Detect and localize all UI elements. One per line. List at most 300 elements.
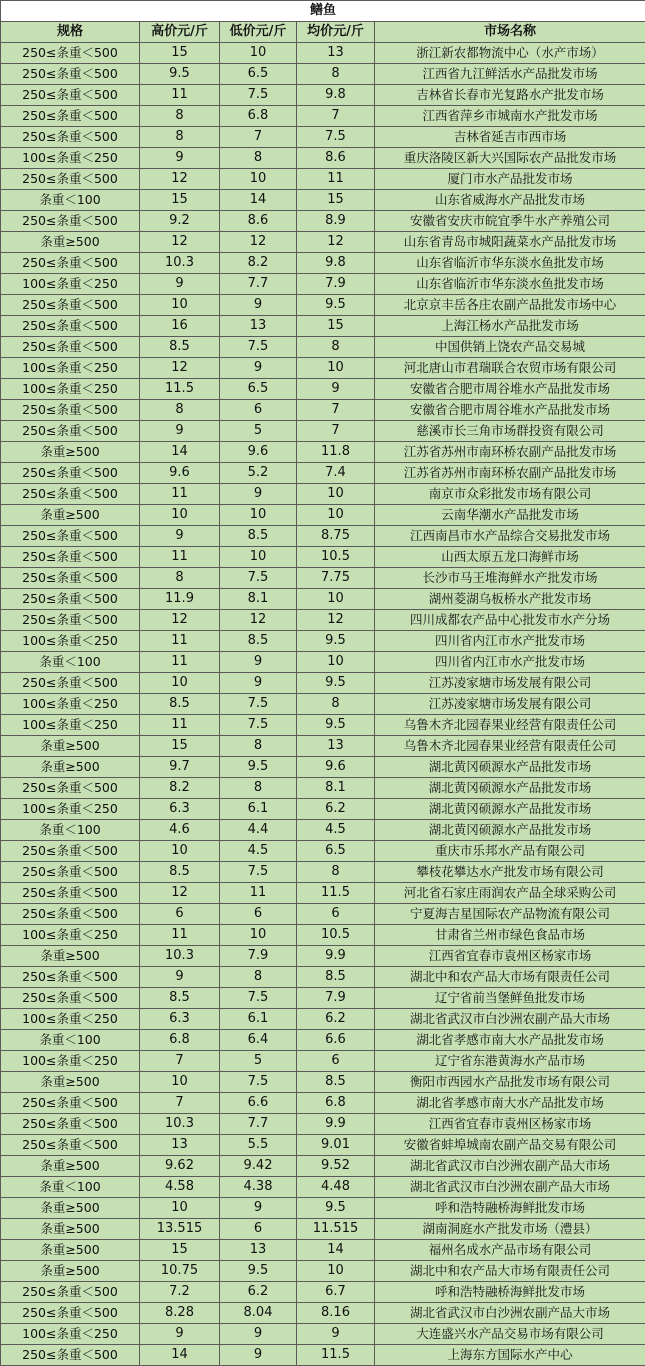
cell-avg-price: 4.48 [297, 1177, 375, 1198]
table-row [1, 337, 645, 358]
cell-low-price: 4.38 [220, 1177, 297, 1198]
cell-avg-price: 14 [297, 1240, 375, 1261]
cell-high-price: 4.6 [140, 820, 220, 841]
cell-market-name: 甘肃省兰州市绿色食品市场 [375, 925, 645, 946]
cell-market-name: 南京市众彩批发市场有限公司 [375, 484, 645, 505]
cell-low-price: 9 [220, 358, 297, 379]
table-row [1, 1009, 645, 1030]
cell-market-name: 云南华潮水产品批发市场 [375, 505, 645, 526]
cell-low-price: 7.5 [220, 1072, 297, 1093]
cell-avg-price: 8.5 [297, 1072, 375, 1093]
cell-avg-price: 15 [297, 190, 375, 211]
table-row [1, 190, 645, 211]
cell-avg-price: 9.5 [297, 715, 375, 736]
cell-low-price: 9.5 [220, 757, 297, 778]
cell-high-price: 12 [140, 610, 220, 631]
cell-high-price: 9 [140, 1324, 220, 1345]
cell-market-name: 江苏省苏州市南环桥农副产品批发市场 [375, 442, 645, 463]
table-row [1, 148, 645, 169]
cell-low-price: 9 [220, 673, 297, 694]
cell-spec: 100≤条重＜250 [1, 274, 140, 295]
cell-spec: 250≤条重＜500 [1, 862, 140, 883]
cell-low-price: 7.5 [220, 337, 297, 358]
table-row [1, 904, 645, 925]
cell-avg-price: 15 [297, 316, 375, 337]
cell-high-price: 8.2 [140, 778, 220, 799]
cell-avg-price: 6.8 [297, 1093, 375, 1114]
cell-low-price: 8 [220, 148, 297, 169]
cell-low-price: 6.5 [220, 379, 297, 400]
table-row [1, 1030, 645, 1051]
table-row [1, 673, 645, 694]
cell-low-price: 10 [220, 505, 297, 526]
table-row [1, 43, 645, 64]
table-row [1, 1219, 645, 1240]
table-row [1, 358, 645, 379]
table-row [1, 652, 645, 673]
table-row [1, 442, 645, 463]
cell-low-price: 7.5 [220, 715, 297, 736]
cell-market-name: 江苏省苏州市南环桥农副产品批发市场 [375, 463, 645, 484]
cell-market-name: 湖北省武汉市白沙洲农副产品大市场 [375, 1156, 645, 1177]
cell-avg-price: 6.2 [297, 799, 375, 820]
cell-avg-price: 10 [297, 1261, 375, 1282]
cell-low-price: 6.4 [220, 1030, 297, 1051]
cell-market-name: 湖北省武汉市白沙洲农副产品大市场 [375, 1009, 645, 1030]
cell-spec: 250≤条重＜500 [1, 1282, 140, 1303]
cell-spec: 条重＜100 [1, 652, 140, 673]
cell-spec: 250≤条重＜500 [1, 85, 140, 106]
table-row [1, 1072, 645, 1093]
cell-market-name: 厦门市水产品批发市场 [375, 169, 645, 190]
cell-low-price: 6 [220, 904, 297, 925]
table-row [1, 547, 645, 568]
cell-avg-price: 10.5 [297, 925, 375, 946]
cell-avg-price: 4.5 [297, 820, 375, 841]
title-row [1, 1, 645, 22]
cell-market-name: 湖北省武汉市白沙洲农副产品大市场 [375, 1303, 645, 1324]
table-row [1, 1051, 645, 1072]
cell-low-price: 8.2 [220, 253, 297, 274]
cell-avg-price: 12 [297, 610, 375, 631]
cell-spec: 100≤条重＜250 [1, 1324, 140, 1345]
cell-market-name: 湖北黄冈硕源水产品批发市场 [375, 757, 645, 778]
cell-spec: 250≤条重＜500 [1, 295, 140, 316]
cell-spec: 250≤条重＜500 [1, 547, 140, 568]
cell-high-price: 9 [140, 526, 220, 547]
table-row [1, 841, 645, 862]
table-row [1, 820, 645, 841]
table-row [1, 1345, 645, 1366]
cell-spec: 250≤条重＜500 [1, 778, 140, 799]
cell-avg-price: 10 [297, 652, 375, 673]
cell-low-price: 6 [220, 1219, 297, 1240]
cell-spec: 250≤条重＜500 [1, 568, 140, 589]
cell-low-price: 7.5 [220, 988, 297, 1009]
cell-market-name: 江苏凌家塘市场发展有限公司 [375, 694, 645, 715]
cell-low-price: 4.5 [220, 841, 297, 862]
cell-low-price: 8 [220, 967, 297, 988]
cell-spec: 条重＜100 [1, 1030, 140, 1051]
cell-high-price: 8.5 [140, 988, 220, 1009]
table-row [1, 127, 645, 148]
cell-spec: 250≤条重＜500 [1, 169, 140, 190]
cell-avg-price: 7 [297, 106, 375, 127]
cell-high-price: 12 [140, 358, 220, 379]
table-row [1, 1114, 645, 1135]
cell-spec: 250≤条重＜500 [1, 988, 140, 1009]
cell-avg-price: 7 [297, 400, 375, 421]
cell-market-name: 河北省石家庄雨润农产品全球采购公司 [375, 883, 645, 904]
cell-market-name: 湖北黄冈硕源水产品批发市场 [375, 799, 645, 820]
cell-market-name: 中国供销上饶农产品交易城 [375, 337, 645, 358]
cell-avg-price: 9 [297, 1324, 375, 1345]
cell-market-name: 江西省九江鲜活水产品批发市场 [375, 64, 645, 85]
cell-low-price: 7.5 [220, 862, 297, 883]
table-row [1, 295, 645, 316]
cell-high-price: 8.5 [140, 694, 220, 715]
table-row [1, 778, 645, 799]
cell-avg-price: 9.01 [297, 1135, 375, 1156]
cell-avg-price: 6.7 [297, 1282, 375, 1303]
cell-spec: 250≤条重＜500 [1, 1114, 140, 1135]
cell-spec: 250≤条重＜500 [1, 484, 140, 505]
table-row [1, 274, 645, 295]
cell-spec: 250≤条重＜500 [1, 463, 140, 484]
table-row [1, 925, 645, 946]
cell-high-price: 15 [140, 43, 220, 64]
cell-avg-price: 8.5 [297, 967, 375, 988]
table-row [1, 253, 645, 274]
cell-avg-price: 10.5 [297, 547, 375, 568]
cell-low-price: 6.5 [220, 64, 297, 85]
cell-high-price: 10.75 [140, 1261, 220, 1282]
cell-market-name: 安徽省合肥市周谷堆水产品批发市场 [375, 400, 645, 421]
table-row [1, 211, 645, 232]
header-high-price: 高价元/斤 [140, 22, 220, 43]
cell-market-name: 湖北中和农产品大市场有限责任公司 [375, 1261, 645, 1282]
cell-avg-price: 10 [297, 589, 375, 610]
cell-avg-price: 7 [297, 421, 375, 442]
cell-high-price: 7.2 [140, 1282, 220, 1303]
cell-avg-price: 6.6 [297, 1030, 375, 1051]
cell-market-name: 上海东方国际水产中心 [375, 1345, 645, 1366]
table-row [1, 106, 645, 127]
cell-avg-price: 9.5 [297, 1198, 375, 1219]
cell-market-name: 江西省宜春市袁州区杨家市场 [375, 946, 645, 967]
cell-market-name: 吉林省长春市光复路水产批发市场 [375, 85, 645, 106]
cell-high-price: 12 [140, 883, 220, 904]
cell-low-price: 9 [220, 652, 297, 673]
cell-low-price: 5.5 [220, 1135, 297, 1156]
cell-high-price: 11 [140, 652, 220, 673]
cell-market-name: 山东省临沂市华东淡水鱼批发市场 [375, 274, 645, 295]
cell-spec: 250≤条重＜500 [1, 673, 140, 694]
cell-high-price: 9 [140, 274, 220, 295]
cell-low-price: 6.8 [220, 106, 297, 127]
cell-market-name: 上海江杨水产品批发市场 [375, 316, 645, 337]
cell-low-price: 9 [220, 295, 297, 316]
cell-high-price: 11.9 [140, 589, 220, 610]
cell-avg-price: 11.5 [297, 1345, 375, 1366]
cell-high-price: 15 [140, 190, 220, 211]
table-row [1, 1261, 645, 1282]
cell-spec: 250≤条重＜500 [1, 967, 140, 988]
cell-high-price: 13.515 [140, 1219, 220, 1240]
cell-market-name: 山东省青岛市城阳蔬菜水产品批发市场 [375, 232, 645, 253]
cell-spec: 100≤条重＜250 [1, 925, 140, 946]
cell-avg-price: 9.5 [297, 673, 375, 694]
table-row [1, 463, 645, 484]
table-row [1, 988, 645, 1009]
cell-avg-price: 8.75 [297, 526, 375, 547]
cell-spec: 条重＜100 [1, 190, 140, 211]
cell-market-name: 辽宁省东港黄海水产品市场 [375, 1051, 645, 1072]
table-row [1, 1198, 645, 1219]
cell-spec: 条重≥500 [1, 1156, 140, 1177]
cell-avg-price: 9.9 [297, 1114, 375, 1135]
cell-low-price: 7.7 [220, 274, 297, 295]
table-row [1, 85, 645, 106]
table-row [1, 505, 645, 526]
cell-high-price: 10 [140, 505, 220, 526]
cell-spec: 250≤条重＜500 [1, 526, 140, 547]
cell-market-name: 江西省萍乡市城南水产批发市场 [375, 106, 645, 127]
cell-market-name: 山东省威海水产品批发市场 [375, 190, 645, 211]
cell-market-name: 安徽省蚌埠城南农副产品交易有限公司 [375, 1135, 645, 1156]
cell-spec: 250≤条重＜500 [1, 106, 140, 127]
cell-spec: 250≤条重＜500 [1, 904, 140, 925]
cell-low-price: 10 [220, 169, 297, 190]
table-row [1, 1282, 645, 1303]
cell-avg-price: 6.2 [297, 1009, 375, 1030]
cell-market-name: 安徽省合肥市周谷堆水产品批发市场 [375, 379, 645, 400]
cell-market-name: 辽宁省前当堡鲜鱼批发市场 [375, 988, 645, 1009]
cell-market-name: 河北唐山市君瑞联合农贸市场有限公司 [375, 358, 645, 379]
cell-low-price: 7.7 [220, 1114, 297, 1135]
table-body [1, 43, 645, 1366]
cell-low-price: 14 [220, 190, 297, 211]
header-market-name: 市场名称 [375, 22, 645, 43]
table-row [1, 715, 645, 736]
cell-spec: 250≤条重＜500 [1, 253, 140, 274]
cell-spec: 250≤条重＜500 [1, 211, 140, 232]
table-row [1, 736, 645, 757]
cell-avg-price: 9.9 [297, 946, 375, 967]
cell-avg-price: 9.52 [297, 1156, 375, 1177]
cell-avg-price: 13 [297, 736, 375, 757]
cell-high-price: 7 [140, 1093, 220, 1114]
table-row [1, 1177, 645, 1198]
cell-spec: 250≤条重＜500 [1, 610, 140, 631]
cell-high-price: 7 [140, 1051, 220, 1072]
cell-market-name: 江苏凌家塘市场发展有限公司 [375, 673, 645, 694]
cell-low-price: 12 [220, 610, 297, 631]
table-row [1, 967, 645, 988]
cell-market-name: 慈溪市长三角市场群投资有限公司 [375, 421, 645, 442]
table-row [1, 1240, 645, 1261]
cell-low-price: 12 [220, 232, 297, 253]
table-row [1, 232, 645, 253]
cell-avg-price: 11.8 [297, 442, 375, 463]
table-row [1, 421, 645, 442]
cell-spec: 100≤条重＜250 [1, 1009, 140, 1030]
cell-low-price: 9 [220, 484, 297, 505]
cell-high-price: 11 [140, 925, 220, 946]
cell-avg-price: 9.5 [297, 295, 375, 316]
cell-spec: 250≤条重＜500 [1, 1135, 140, 1156]
cell-market-name: 四川成都农产品中心批发市水产分场 [375, 610, 645, 631]
cell-spec: 100≤条重＜250 [1, 379, 140, 400]
table-row [1, 862, 645, 883]
cell-avg-price: 6.5 [297, 841, 375, 862]
cell-low-price: 7.5 [220, 568, 297, 589]
cell-low-price: 13 [220, 316, 297, 337]
cell-low-price: 9 [220, 1345, 297, 1366]
cell-market-name: 四川省内江市水产批发市场 [375, 652, 645, 673]
cell-avg-price: 8.1 [297, 778, 375, 799]
cell-high-price: 9 [140, 967, 220, 988]
cell-avg-price: 8 [297, 694, 375, 715]
cell-high-price: 8.5 [140, 337, 220, 358]
cell-spec: 条重＜100 [1, 1177, 140, 1198]
cell-low-price: 9 [220, 1198, 297, 1219]
cell-high-price: 11 [140, 85, 220, 106]
cell-high-price: 9.5 [140, 64, 220, 85]
cell-avg-price: 8 [297, 64, 375, 85]
cell-spec: 250≤条重＜500 [1, 43, 140, 64]
cell-spec: 100≤条重＜250 [1, 1051, 140, 1072]
cell-spec: 100≤条重＜250 [1, 148, 140, 169]
cell-high-price: 9.2 [140, 211, 220, 232]
cell-avg-price: 10 [297, 505, 375, 526]
cell-low-price: 7.9 [220, 946, 297, 967]
cell-market-name: 湖州菱湖乌板桥水产批发市场 [375, 589, 645, 610]
cell-avg-price: 7.4 [297, 463, 375, 484]
cell-high-price: 9.62 [140, 1156, 220, 1177]
cell-avg-price: 7.75 [297, 568, 375, 589]
cell-market-name: 湖北省孝感市南大水产品批发市场 [375, 1030, 645, 1051]
table-row [1, 379, 645, 400]
cell-market-name: 北京京丰岳各庄农副产品批发市场中心 [375, 295, 645, 316]
cell-high-price: 9.6 [140, 463, 220, 484]
cell-high-price: 10 [140, 673, 220, 694]
table-row [1, 1093, 645, 1114]
cell-spec: 100≤条重＜250 [1, 715, 140, 736]
cell-spec: 250≤条重＜500 [1, 1093, 140, 1114]
cell-high-price: 10.3 [140, 1114, 220, 1135]
cell-high-price: 11 [140, 547, 220, 568]
cell-market-name: 乌鲁木齐北园春果业经营有限责任公司 [375, 736, 645, 757]
cell-high-price: 11 [140, 484, 220, 505]
cell-low-price: 8.04 [220, 1303, 297, 1324]
cell-low-price: 13 [220, 1240, 297, 1261]
cell-spec: 250≤条重＜500 [1, 883, 140, 904]
cell-high-price: 4.58 [140, 1177, 220, 1198]
cell-spec: 条重≥500 [1, 1240, 140, 1261]
cell-avg-price: 10 [297, 358, 375, 379]
cell-high-price: 10 [140, 1072, 220, 1093]
table-row [1, 64, 645, 85]
table-row [1, 484, 645, 505]
cell-avg-price: 8 [297, 862, 375, 883]
cell-spec: 100≤条重＜250 [1, 799, 140, 820]
cell-high-price: 11 [140, 715, 220, 736]
cell-high-price: 10.3 [140, 253, 220, 274]
cell-avg-price: 9 [297, 379, 375, 400]
cell-spec: 条重≥500 [1, 442, 140, 463]
cell-avg-price: 12 [297, 232, 375, 253]
cell-market-name: 湖北黄冈硕源水产品批发市场 [375, 820, 645, 841]
cell-spec: 250≤条重＜500 [1, 400, 140, 421]
cell-market-name: 重庆洛陵区新大兴国际农产品批发市场 [375, 148, 645, 169]
cell-avg-price: 11 [297, 169, 375, 190]
table-row [1, 799, 645, 820]
cell-low-price: 7.5 [220, 694, 297, 715]
cell-low-price: 10 [220, 43, 297, 64]
cell-low-price: 6.1 [220, 799, 297, 820]
cell-avg-price: 7.5 [297, 127, 375, 148]
cell-high-price: 12 [140, 169, 220, 190]
cell-spec: 250≤条重＜500 [1, 64, 140, 85]
cell-spec: 条重≥500 [1, 1072, 140, 1093]
cell-spec: 100≤条重＜250 [1, 358, 140, 379]
cell-low-price: 5.2 [220, 463, 297, 484]
cell-market-name: 衡阳市西园水产品批发市场有限公司 [375, 1072, 645, 1093]
cell-high-price: 9 [140, 148, 220, 169]
cell-low-price: 11 [220, 883, 297, 904]
cell-spec: 250≤条重＜500 [1, 589, 140, 610]
table-row [1, 631, 645, 652]
cell-high-price: 14 [140, 442, 220, 463]
cell-market-name: 江西省宜春市袁州区杨家市场 [375, 1114, 645, 1135]
table-row [1, 1135, 645, 1156]
cell-low-price: 10 [220, 925, 297, 946]
cell-high-price: 9.7 [140, 757, 220, 778]
cell-high-price: 8 [140, 568, 220, 589]
cell-avg-price: 6 [297, 1051, 375, 1072]
cell-high-price: 9 [140, 421, 220, 442]
cell-spec: 250≤条重＜500 [1, 421, 140, 442]
cell-market-name: 宁夏海吉星国际农产品物流有限公司 [375, 904, 645, 925]
cell-market-name: 浙江新农都物流中心（水产市场） [375, 43, 645, 64]
table-row [1, 526, 645, 547]
cell-high-price: 6.3 [140, 1009, 220, 1030]
cell-high-price: 15 [140, 1240, 220, 1261]
cell-avg-price: 7.9 [297, 274, 375, 295]
cell-spec: 250≤条重＜500 [1, 127, 140, 148]
cell-spec: 条重≥500 [1, 232, 140, 253]
cell-high-price: 10.3 [140, 946, 220, 967]
cell-avg-price: 7.9 [297, 988, 375, 1009]
cell-market-name: 吉林省延吉市西市场 [375, 127, 645, 148]
cell-market-name: 攀枝花攀达水产批发市场有限公司 [375, 862, 645, 883]
cell-spec: 条重≥500 [1, 736, 140, 757]
cell-high-price: 12 [140, 232, 220, 253]
table-row [1, 316, 645, 337]
cell-low-price: 6.2 [220, 1282, 297, 1303]
cell-market-name: 重庆市乐邦水产品有限公司 [375, 841, 645, 862]
cell-low-price: 8 [220, 778, 297, 799]
cell-spec: 100≤条重＜250 [1, 631, 140, 652]
cell-market-name: 湖北省武汉市白沙洲农副产品大市场 [375, 1177, 645, 1198]
cell-avg-price: 9.6 [297, 757, 375, 778]
cell-avg-price: 6 [297, 904, 375, 925]
cell-avg-price: 8.6 [297, 148, 375, 169]
header-low-price: 低价元/斤 [220, 22, 297, 43]
cell-low-price: 10 [220, 547, 297, 568]
cell-high-price: 11 [140, 631, 220, 652]
